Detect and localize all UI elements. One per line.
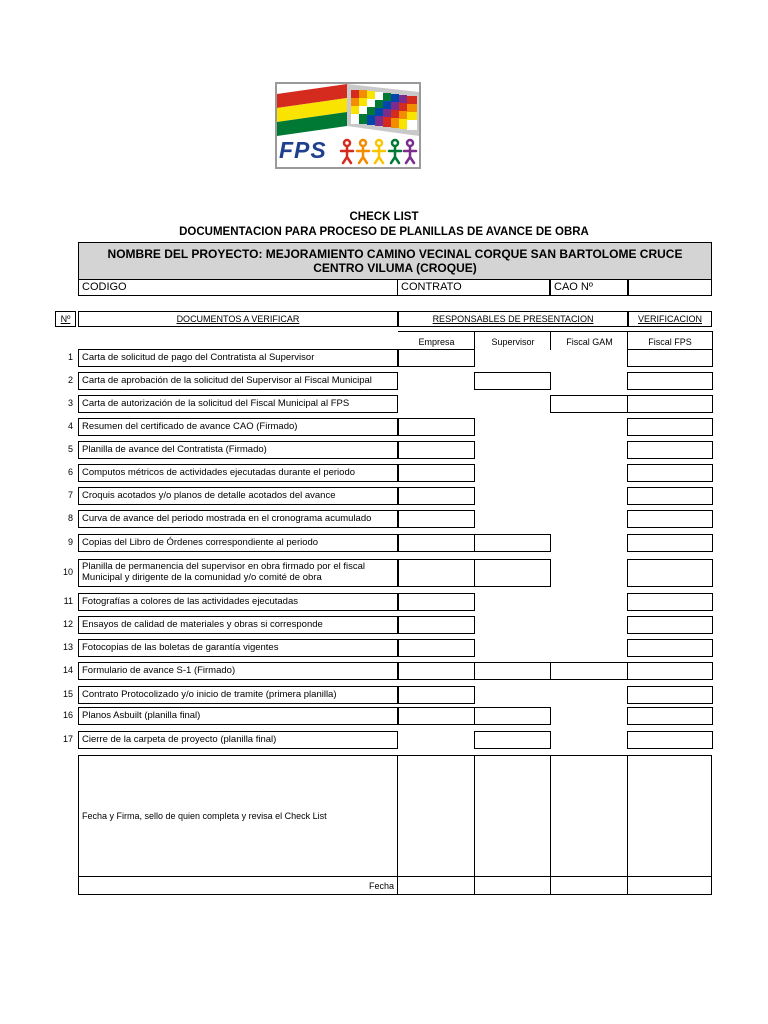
row-number: 8 xyxy=(67,513,73,523)
codigo-cell: CODIGO xyxy=(78,280,398,296)
check-box-empresa[interactable] xyxy=(398,559,475,587)
document-item: Curva de avance del periodo mostrada en el cronograma acumulado xyxy=(78,510,398,528)
check-box-fiscal-fps[interactable] xyxy=(627,534,713,552)
subheader-fiscal-fps: Fiscal FPS xyxy=(648,337,692,347)
row-number: 14 xyxy=(62,665,73,675)
check-box-fiscal-fps[interactable] xyxy=(627,707,713,725)
check-box-empresa[interactable] xyxy=(398,510,475,528)
title-documentacion: DOCUMENTACION PARA PROCESO DE PLANILLAS DE AVANCE DE OBRA xyxy=(179,226,589,238)
document-item: Carta de aprobación de la solicitud del Supervisor al Fiscal Municipal xyxy=(78,372,398,390)
fecha-fiscal-fps[interactable] xyxy=(628,876,712,895)
row-number: 9 xyxy=(67,537,73,547)
fecha-label: Fecha xyxy=(368,881,394,891)
row-number: 17 xyxy=(62,734,73,744)
check-box-fiscal-fps[interactable] xyxy=(627,731,713,749)
cao-value-cell xyxy=(628,280,712,296)
subheader-empresa: Empresa xyxy=(418,337,455,347)
project-name: NOMBRE DEL PROYECTO: MEJORAMIENTO CAMINO VECINAL CORQUE SAN BARTOLOME CRUCE CENTRO VILUMA (CROQUE) xyxy=(78,242,712,280)
check-box-fiscal-fps[interactable] xyxy=(627,593,713,611)
row-number: 2 xyxy=(67,375,73,385)
check-box-empresa[interactable] xyxy=(398,593,475,611)
check-box-supervisor[interactable] xyxy=(474,731,551,749)
document-item: Copias del Libro de Órdenes correspondiente al periodo xyxy=(78,534,398,552)
check-box-fiscal-fps[interactable] xyxy=(627,487,713,505)
document-item: Carta de autorización de la solicitud del Fiscal Municipal al FPS xyxy=(78,395,398,413)
row-number: 5 xyxy=(67,444,73,454)
subheader-divider xyxy=(627,331,628,350)
signature-supervisor[interactable] xyxy=(475,755,551,877)
header-responsables: RESPONSABLES DE PRESENTACION xyxy=(398,311,628,327)
subheader-divider xyxy=(474,331,475,350)
check-box-fiscal-fps[interactable] xyxy=(627,559,713,587)
row-number: 15 xyxy=(62,689,73,699)
check-box-empresa[interactable] xyxy=(398,616,475,634)
check-box-supervisor[interactable] xyxy=(474,559,551,587)
header-num: Nº xyxy=(55,311,76,327)
row-number: 6 xyxy=(67,467,73,477)
document-item: Fotografías a colores de las actividades ejecutadas xyxy=(78,593,398,611)
check-box-fiscal-fps[interactable] xyxy=(627,372,713,390)
document-item: Resumen del certificado de avance CAO (Firmado) xyxy=(78,418,398,436)
row-number: 12 xyxy=(62,619,73,629)
check-box-fiscal-fps[interactable] xyxy=(627,441,713,459)
document-item: Planilla de permanencia del supervisor en obra firmado por el fiscal Municipal y dirigente de la comunidad y/o comité de obra xyxy=(78,559,398,587)
fps-logo xyxy=(275,82,421,169)
check-box-fiscal-fps[interactable] xyxy=(627,686,713,704)
check-box-empresa[interactable] xyxy=(398,662,475,680)
check-box-fiscal-fps[interactable] xyxy=(627,464,713,482)
check-box-empresa[interactable] xyxy=(398,441,475,459)
check-box-empresa[interactable] xyxy=(398,418,475,436)
signature-label-cell xyxy=(78,755,398,877)
signature-fiscal-gam[interactable] xyxy=(551,755,628,877)
check-box-fiscal-fps[interactable] xyxy=(627,395,713,413)
signature-fiscal-fps[interactable] xyxy=(628,755,712,877)
document-item: Croquis acotados y/o planos de detalle acotados del avance xyxy=(78,487,398,505)
signature-empresa[interactable] xyxy=(398,755,475,877)
check-box-empresa[interactable] xyxy=(398,487,475,505)
check-box-fiscal-fps[interactable] xyxy=(627,418,713,436)
check-box-empresa[interactable] xyxy=(398,534,475,552)
document-item: Cierre de la carpeta de proyecto (planilla final) xyxy=(78,731,398,749)
row-number: 3 xyxy=(67,398,73,408)
check-box-fiscal-fps[interactable] xyxy=(627,510,713,528)
check-box-supervisor[interactable] xyxy=(474,534,551,552)
row-number: 4 xyxy=(67,421,73,431)
check-box-fiscal-fps[interactable] xyxy=(627,662,713,680)
document-item: Computos métricos de actividades ejecutadas durante el periodo xyxy=(78,464,398,482)
contrato-cell: CONTRATO xyxy=(398,280,550,296)
check-box-fiscal-fps[interactable] xyxy=(627,616,713,634)
row-number: 13 xyxy=(62,642,73,652)
fecha-supervisor[interactable] xyxy=(475,876,551,895)
title-check-list: CHECK LIST xyxy=(349,211,419,223)
row-number: 7 xyxy=(67,490,73,500)
row-number: 16 xyxy=(62,710,73,720)
cao-cell: CAO Nº xyxy=(550,280,628,296)
check-box-supervisor[interactable] xyxy=(474,662,551,680)
check-box-fiscal-fps[interactable] xyxy=(627,349,713,367)
row-number: 11 xyxy=(63,596,73,606)
check-box-supervisor[interactable] xyxy=(474,707,551,725)
fecha-label-cell xyxy=(78,876,398,895)
check-box-fiscal-fps[interactable] xyxy=(627,639,713,657)
subheader-supervisor: Supervisor xyxy=(491,337,535,347)
check-box-fiscal-gam[interactable] xyxy=(550,662,628,680)
document-item: Contrato Protocolizado y/o inicio de tramite (primera planilla) xyxy=(78,686,398,704)
subheader-divider xyxy=(712,331,713,350)
subheader-rule xyxy=(398,331,712,332)
fecha-empresa[interactable] xyxy=(398,876,475,895)
check-box-supervisor[interactable] xyxy=(474,372,551,390)
check-box-empresa[interactable] xyxy=(398,349,475,367)
signature-label: Fecha y Firma, sello de quien completa y revisa el Check List xyxy=(82,811,327,821)
check-box-empresa[interactable] xyxy=(398,464,475,482)
subheader-fiscal-gam: Fiscal GAM xyxy=(566,337,613,347)
document-item: Ensayos de calidad de materiales y obras si corresponde xyxy=(78,616,398,634)
header-verificacion: VERIFICACION xyxy=(628,311,712,327)
check-box-empresa[interactable] xyxy=(398,686,475,704)
check-box-empresa[interactable] xyxy=(398,707,475,725)
check-box-fiscal-gam[interactable] xyxy=(550,395,628,413)
logo-text: FPS xyxy=(279,137,327,163)
document-item: Formulario de avance S-1 (Firmado) xyxy=(78,662,398,680)
document-item: Planos Asbuilt (planilla final) xyxy=(78,707,398,725)
document-item: Fotocopias de las boletas de garantía vigentes xyxy=(78,639,398,657)
header-documents: DOCUMENTOS A VERIFICAR xyxy=(78,311,398,327)
fecha-fiscal-gam[interactable] xyxy=(551,876,628,895)
row-number: 10 xyxy=(62,567,73,577)
document-item: Planilla de avance del Contratista (Firmado) xyxy=(78,441,398,459)
row-number: 1 xyxy=(67,352,73,362)
subheader-divider xyxy=(550,331,551,350)
check-box-empresa[interactable] xyxy=(398,639,475,657)
document-item: Carta de solicitud de pago del Contratista al Supervisor xyxy=(78,349,398,367)
